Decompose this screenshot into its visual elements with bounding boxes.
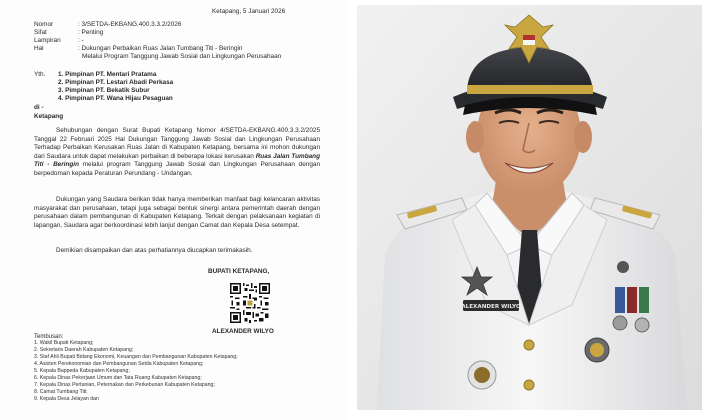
meta-lampiran-value: : - [78,37,84,44]
place-date: Ketapang, 5 Januari 2026 [212,8,286,15]
paragraph-3: Demikian disampaikan dan atas perhatiannya diucapkan terimakasih. [56,247,253,254]
meta-hal-line2: Melalui Program Tanggung Jawab Sosial dan Lingkungan Perusahaan [82,53,282,60]
recipient-3: 3. Pimpinan PT. Bekatik Subur [58,87,150,94]
tembusan-list [34,340,238,403]
official-portrait [357,5,702,410]
di-place: Ketapang [34,113,64,120]
meta-sifat-value: : Penting [78,29,104,36]
recipient-1: 1. Pimpinan PT. Mentari Pratama [58,71,157,78]
list-item: 2. Sekretaris Daerah Kabupaten Ketapang; [34,347,134,353]
recipient-2: 2. Pimpinan PT. Lestari Abadi Perkasa [58,79,174,86]
meta-nomor-label: Nomor [34,21,54,28]
list-item: 7. Kepala Dinas Pertanian, Peternakan dan Perkebunan Kabupaten Ketapang; [34,382,215,388]
list-item: 3. Staf Ahli Bupati Bidang Ekonomi, Keuangan dan Pembangunan Kabupaten Ketapang; [34,354,238,360]
yth-label: Yth. [34,71,46,78]
list-item: 4. Asisten Perekonomian dan Pembangunan Setda Kabupaten Ketapang; [34,361,204,367]
name-tag: ALEXANDER WILYO [461,304,521,310]
tembusan-label: Tembusan: [34,334,64,340]
list-item: 5. Kepala Bappeda Kabupaten Ketapang; [34,368,130,374]
official-letter [0,0,346,420]
qr-code-icon [230,283,270,323]
di-label: di - [34,104,44,111]
list-item: 9. Kepala Desa Jelayan dan [34,396,99,402]
signer-title: BUPATI KETAPANG, [208,268,270,275]
list-item: 6. Kepala Dinas Pekerjaan Umum dan Tata Ruang Kabupaten Ketapang; [34,375,202,381]
paragraph-2: Dukungan yang Saudara berikan tidak hanya memberikan manfaat bagi kelancaran aktivitas masyarakat dan perusahaan, tetapi juga sebagai bentuk sinergi antara pemerintah daerah dengan perusahaan dalam pembangunan di Kabupaten Ketapang. Terkait dengan pelaksanaan kegiatan di lapangan, Saudara agar berkoordinasi lebih lanjut dengan Camat dan Kepala Desa setempat. [34,196,320,229]
meta-nomor-value: : 3/SETDA-EKBANG.400.3.3.2/2026 [78,21,182,28]
paragraph-1-text-a: Sehubungan dengan Surat Bupati Ketapang Nomor 4/SETDA-EKBANG.400.3.3.2/2025 Tanggal 22 Februari 2025 Hal Dukungan Tanggung Jawab Sosial dan Lingkungan Perusahaan Terhadap Perbaikan Kerusakan Ruas Jalan di Kabupaten Ketapang, bersama ini mohon dukungan dari Saudara untuk dapat melakukan perbaikan di beberapa lokasi kerusakan [34,127,320,160]
signer-name: ALEXANDER WILYO [212,328,274,335]
meta-lampiran-label: Lampiran [34,37,61,44]
meta-hal-label: Hal [34,45,44,52]
paragraph-1-highlight: Ruas Jalan Tumbang Titi - Beringin [34,152,320,169]
paragraph-1-text-c: melalui program Tanggung Jawab Sosial dan Lingkungan Perusahaan dengan berpedoman kepada Peraturan Perundang - Undangan. [34,161,321,177]
meta-hal-value: : Dukungan Perbaikan Ruas Jalan Tumbang Titi - Beringin [78,45,243,52]
meta-sifat-label: Sifat [34,29,47,36]
paragraph-1 [34,127,320,179]
portrait-illustration [357,5,702,410]
recipient-4: 4. Pimpinan PT. Wana Hijau Pesaguan [58,95,173,102]
list-item: 1. Wakil Bupati Ketapang; [34,340,94,346]
list-item: 8. Camat Tumbang Titi; [34,389,88,395]
